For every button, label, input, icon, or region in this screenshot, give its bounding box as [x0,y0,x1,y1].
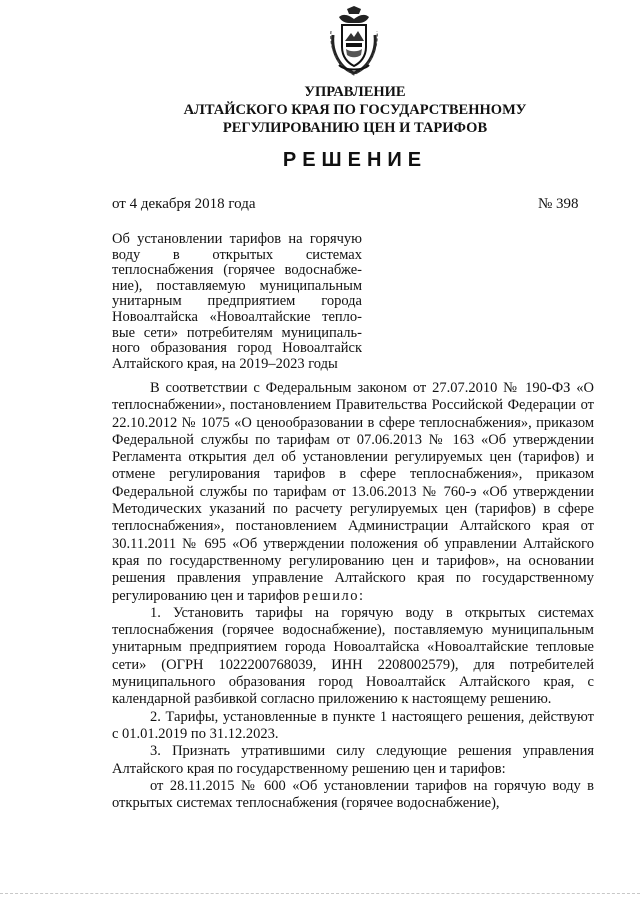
subject-line: Новоалтайска «Новоалтайские тепло- [112,309,362,325]
subject-line: воду в открытых системах [112,247,362,263]
body-paragraph-3: 2. Тарифы, установленные в пункте 1 настоящего решения, действуют с 01.01.2019 по 31.12.2023. [112,708,594,742]
page-bottom-divider [0,893,640,894]
subject-line: ние), поставляемую муниципальным [112,278,362,294]
subject-line: Об установлении тарифов на горячую [112,232,362,247]
document-date: от 4 декабря 2018 года [112,196,256,212]
organization-name [150,83,560,137]
subject-line: ного образования город Новоалтайск [112,341,362,357]
body-paragraph-5: от 28.11.2015 № 600 «Об установлении тарифов на горячую воду в открытых системах теплоснабжения (горячее водоснабжение), [112,777,594,812]
subject-line: вые сети» потребителям муниципаль- [112,325,362,341]
body-paragraph-2: 1. Установить тарифы на горячую воду в открытых системах теплоснабжения (горячее водоснабжение), поставляемую муниципальным унитарным предприятием города Новоалтайска «Новоалтайские тепловые сети» (ОГРН 1022200768039, ИНН 2208002579), для потребителей муниципального образования город Новоалтайск Алтайского края, с календарной разбивкой согласно приложению к настоящему решению. [112,604,594,708]
subject-line: теплоснабжения (горячее водоснабже- [112,263,362,279]
subject-line: Алтайского края, на 2019–2023 годы [112,356,338,372]
body-paragraph-1 [112,380,594,605]
body-paragraph-4: 3. Признать утратившими силу следующие решения управления Алтайского края по государственному решению цен и тарифов: [112,743,594,777]
org-line-2: АЛТАЙСКОГО КРАЯ ПО ГОСУДАРСТВЕННОМУ [183,102,527,118]
subject-line: унитарным предприятием города [112,294,362,310]
coat-of-arms-icon [325,5,383,77]
document-type-title: РЕШЕНИЕ [282,149,428,171]
org-line-1: УПРАВЛЕНИЕ [304,84,406,100]
document-body [112,380,594,812]
document-subject [112,232,362,372]
document-number: № 398 [538,196,579,212]
decided-word: решило [302,587,359,604]
body-paragraph-1-text: В соответствии с Федеральным законом от 27.07.2010 № 190-ФЗ «О теплоснабжении», постановлением Правительства Российской Федерации от 22.10.2012 № 1075 «О ценообразовании в сфере теплоснабжения», приказом Федеральной службы по тарифам от 07.06.2013 № 163 «Об утверждении Регламента открытия дел об установлении регулируемых цен (тарифов) и отмене регулирования тарифов в сфере теплоснабжения», приказом Федеральной службы по тарифам от 13.06.2013 № 760-э «Об утверждении Методических указаний по расчету регулируемых цен (тарифов) в сфере теплоснабжения», постановлением Администрации Алтайского края от 30.11.2011 № 695 «Об утверждении положения об управлении Алтайского края по государственному регулированию цен и тарифов», на основании решения правления управление Алтайского края по государственному регулированию цен и тарифов [112,380,594,604]
org-line-3: РЕГУЛИРОВАНИЮ ЦЕН И ТАРИФОВ [222,120,488,136]
body-paragraph-1-end: : [358,587,363,604]
